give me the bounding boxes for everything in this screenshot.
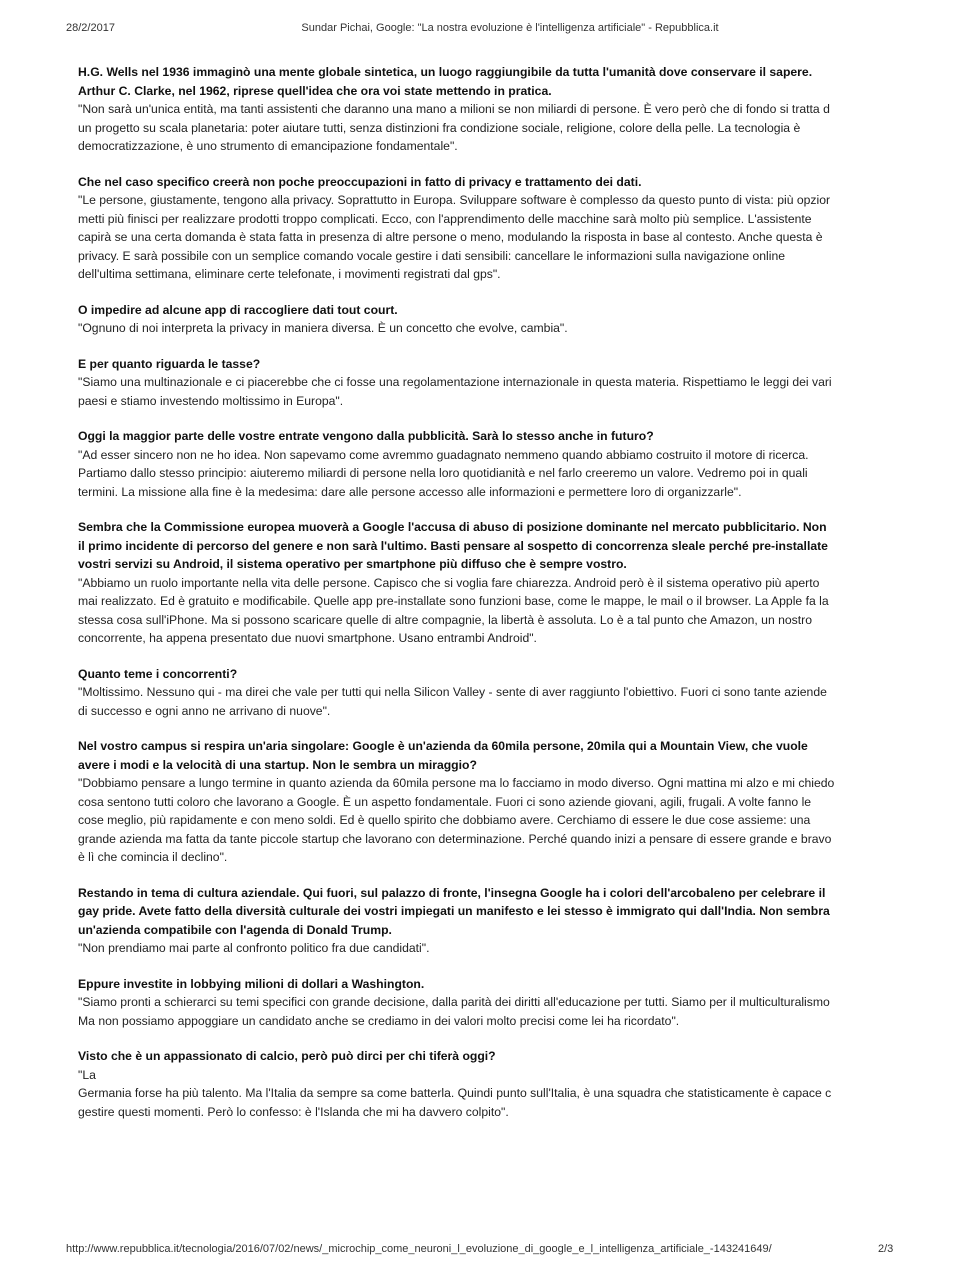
qa-block-7 bbox=[78, 665, 890, 721]
question: Nel vostro campus si respira un'aria singolare: Google è un'azienda da 60mila persone, 20mila qui a Mountain View, che vuole avere i modi e la velocità di una startup. Non le sembra un miraggio? bbox=[78, 739, 808, 772]
qa-block-5 bbox=[78, 427, 890, 501]
page-number: 2/3 bbox=[878, 1243, 894, 1255]
qa-block-11 bbox=[78, 1047, 890, 1121]
page-title: Sundar Pichai, Google: "La nostra evoluzione è l'intelligenza artificiale" - Repubblica.it bbox=[301, 22, 719, 34]
qa-block-3 bbox=[78, 301, 890, 338]
answer: "Siamo una multinazionale e ci piacerebbe che ci fosse una regolamentazione internazionale in questa materia. Rispettiamo le leggi dei vari paesi e stiamo investendo moltissimo in Europa". bbox=[78, 375, 832, 408]
answer: "Siamo pronti a schierarci su temi specifici con grande decisione, dalla parità dei diritti all'educazione per tutti. Siamo per il multiculturalismo Ma non possiamo appoggiare un candidato anche se crediamo in dei valori molto precisi come lei ha ricordato". bbox=[78, 995, 830, 1028]
qa-block-10 bbox=[78, 975, 890, 1031]
question: Visto che è un appassionato di calcio, però può dirci per chi tiferà oggi? bbox=[78, 1049, 496, 1063]
question: Che nel caso specifico creerà non poche preoccupazioni in fatto di privacy e trattamento dei dati. bbox=[78, 174, 642, 189]
qa-block-2 bbox=[78, 173, 890, 284]
question: H.G. Wells nel 1936 immaginò una mente globale sintetica, un luogo raggiungibile da tutta l'umanità dove conservare il sapere. Arthur C. Clarke, nel 1962, riprese quell'idea che ora voi state mettendo in pratica. bbox=[78, 65, 813, 98]
answer: "Abbiamo un ruolo importante nella vita delle persone. Capisco che si voglia fare chiarezza. Android però è il sistema operativo più aperto mai realizzato. Ed è gratuito e modificabile. Quelle app pre-installate sono funzioni base, come le mappe, le mail o il browser. La Apple fa la stessa cosa sull'iPhone. Ma si possono scaricare quelle di altre compagnie, la libertà è assoluta. Lo è a tal punto che Amazon, un nostro concorrente, ha appena presentato due nuovi smartphone. Usano entrambi Android". bbox=[78, 575, 829, 645]
question: Restando in tema di cultura aziendale. Qui fuori, sul palazzo di fronte, l'insegna Google ha i colori dell'arcobaleno per celebrare il gay pride. Avete fatto della diversità culturale dei vostri impiegati un manifesto e lei stesso è immigrato qui dall'India. Non sembra un'azienda compatibile con l'agenda di Donald Trump. bbox=[78, 885, 830, 937]
answer: "Le persone, giustamente, tengono alla privacy. Soprattutto in Europa. Sviluppare software è complesso da questo punto di vista: più opzior metti più finisci per realizzare prodotti troppo complicati. Ecco, con l'apprendimento delle macchine sarà molto più semplice. L'assistente capirà se una certa domanda è stata fatta in presenza di altre persone o meno, modulando la risposta in base al contesto. Anche questa è privacy. E sarà possibile con un semplice comando vocale gestire i dati sensibili: cancellare le informazioni sulla navigazione online dell'ultima settimana, eliminare certe telefonate, i movimenti registrati dal gps". bbox=[78, 193, 831, 281]
answer: "Non sarà un'unica entità, ma tanti assistenti che daranno una mano a milioni se non miliardi di persone. È vero però che di fondo si tratta d un progetto su scala planetaria: poter aiutare tutti, senza distinzioni fra condizione sociale, religione, colore della pelle. La tecnologia è democratizzazione, è uno strumento di emancipazione fondamentale". bbox=[78, 102, 830, 153]
source-url: http://www.repubblica.it/tecnologia/2016/07/02/news/_microchip_come_neuroni_l_evoluzione_di_google_e_l_intelligenza_artificiale_-143241649/ bbox=[66, 1243, 772, 1255]
answer: "La Germania forse ha più talento. Ma l'Italia da sempre sa come batterla. Quindi punto sull'Italia, è una squadra che statisticamente è capace c gestire questi momenti. Però lo confesso: è l'Islanda che mi ha davvero colpito". bbox=[78, 1067, 832, 1119]
question: Quanto teme i concorrenti? bbox=[78, 666, 238, 681]
print-date: 28/2/2017 bbox=[66, 22, 115, 34]
question: O impedire ad alcune app di raccogliere dati tout court. bbox=[78, 302, 398, 317]
qa-block-9 bbox=[78, 884, 890, 958]
qa-block-4 bbox=[78, 355, 890, 411]
qa-block-8 bbox=[78, 737, 890, 867]
question: Oggi la maggior parte delle vostre entrate vengono dalla pubblicità. Sarà lo stesso anche in futuro? bbox=[78, 429, 654, 443]
answer: "Dobbiamo pensare a lungo termine in quanto azienda da 60mila persone ma lo facciamo in modo diverso. Ogni mattina mi alzo e mi chiedo cosa sentono tutti coloro che lavorano a Google. È un aspetto fondamentale. Fuori ci sono aziende giovani, agili, frugali. A volte fanno le cose meglio, più rapidamente e con meno soldi. Ed è quello spirito che dobbiamo avere. Cerchiamo di essere le due cose assieme: una grande azienda ma fatta da tante piccole startup che lavorano con determinazione. Perché quando inizi a pensare di essere grande e bravo è lì che comincia il declino". bbox=[78, 776, 835, 864]
question: Eppure investite in lobbying milioni di dollari a Washington. bbox=[78, 976, 425, 991]
question: Sembra che la Commissione europea muoverà a Google l'accusa di abuso di posizione dominante nel mercato pubblicitario. Non il primo incidente di percorso del genere e non sarà l'ultimo. Basti pensare al sospetto di concorrenza sleale perché pre-installate vostri servizi su Android, il sistema operativo per smartphone più diffuso che è sempre vostro. bbox=[78, 520, 828, 571]
answer: "Non prendiamo mai parte al confronto politico fra due candidati". bbox=[78, 941, 430, 955]
answer: "Ad esser sincero non ne ho idea. Non sapevamo come avremmo guadagnato nemmeno quando abbiamo costruito il motore di ricerca. Partiamo dallo stesso principio: aiuteremo miliardi di persone nella loro quotidianità e nel farlo creeremo un valore. Vedremo poi in quali termini. La missione alla fine è la medesima: dare alle persone accesso alle informazioni e permettere loro di organizzarle". bbox=[78, 447, 809, 499]
article-body bbox=[78, 63, 890, 1138]
answer: "Ognuno di noi interpreta la privacy in maniera diversa. È un concetto che evolve, cambia". bbox=[78, 321, 568, 335]
answer: "Moltissimo. Nessuno qui - ma direi che vale per tutti qui nella Silicon Valley - sente di aver raggiunto l'obiettivo. Fuori ci sono tante aziende di successo e ogni anno ne arrivano di nuove". bbox=[78, 685, 827, 718]
question: E per quanto riguarda le tasse? bbox=[78, 356, 261, 371]
qa-block-6 bbox=[78, 518, 890, 648]
qa-block-1 bbox=[78, 63, 890, 156]
